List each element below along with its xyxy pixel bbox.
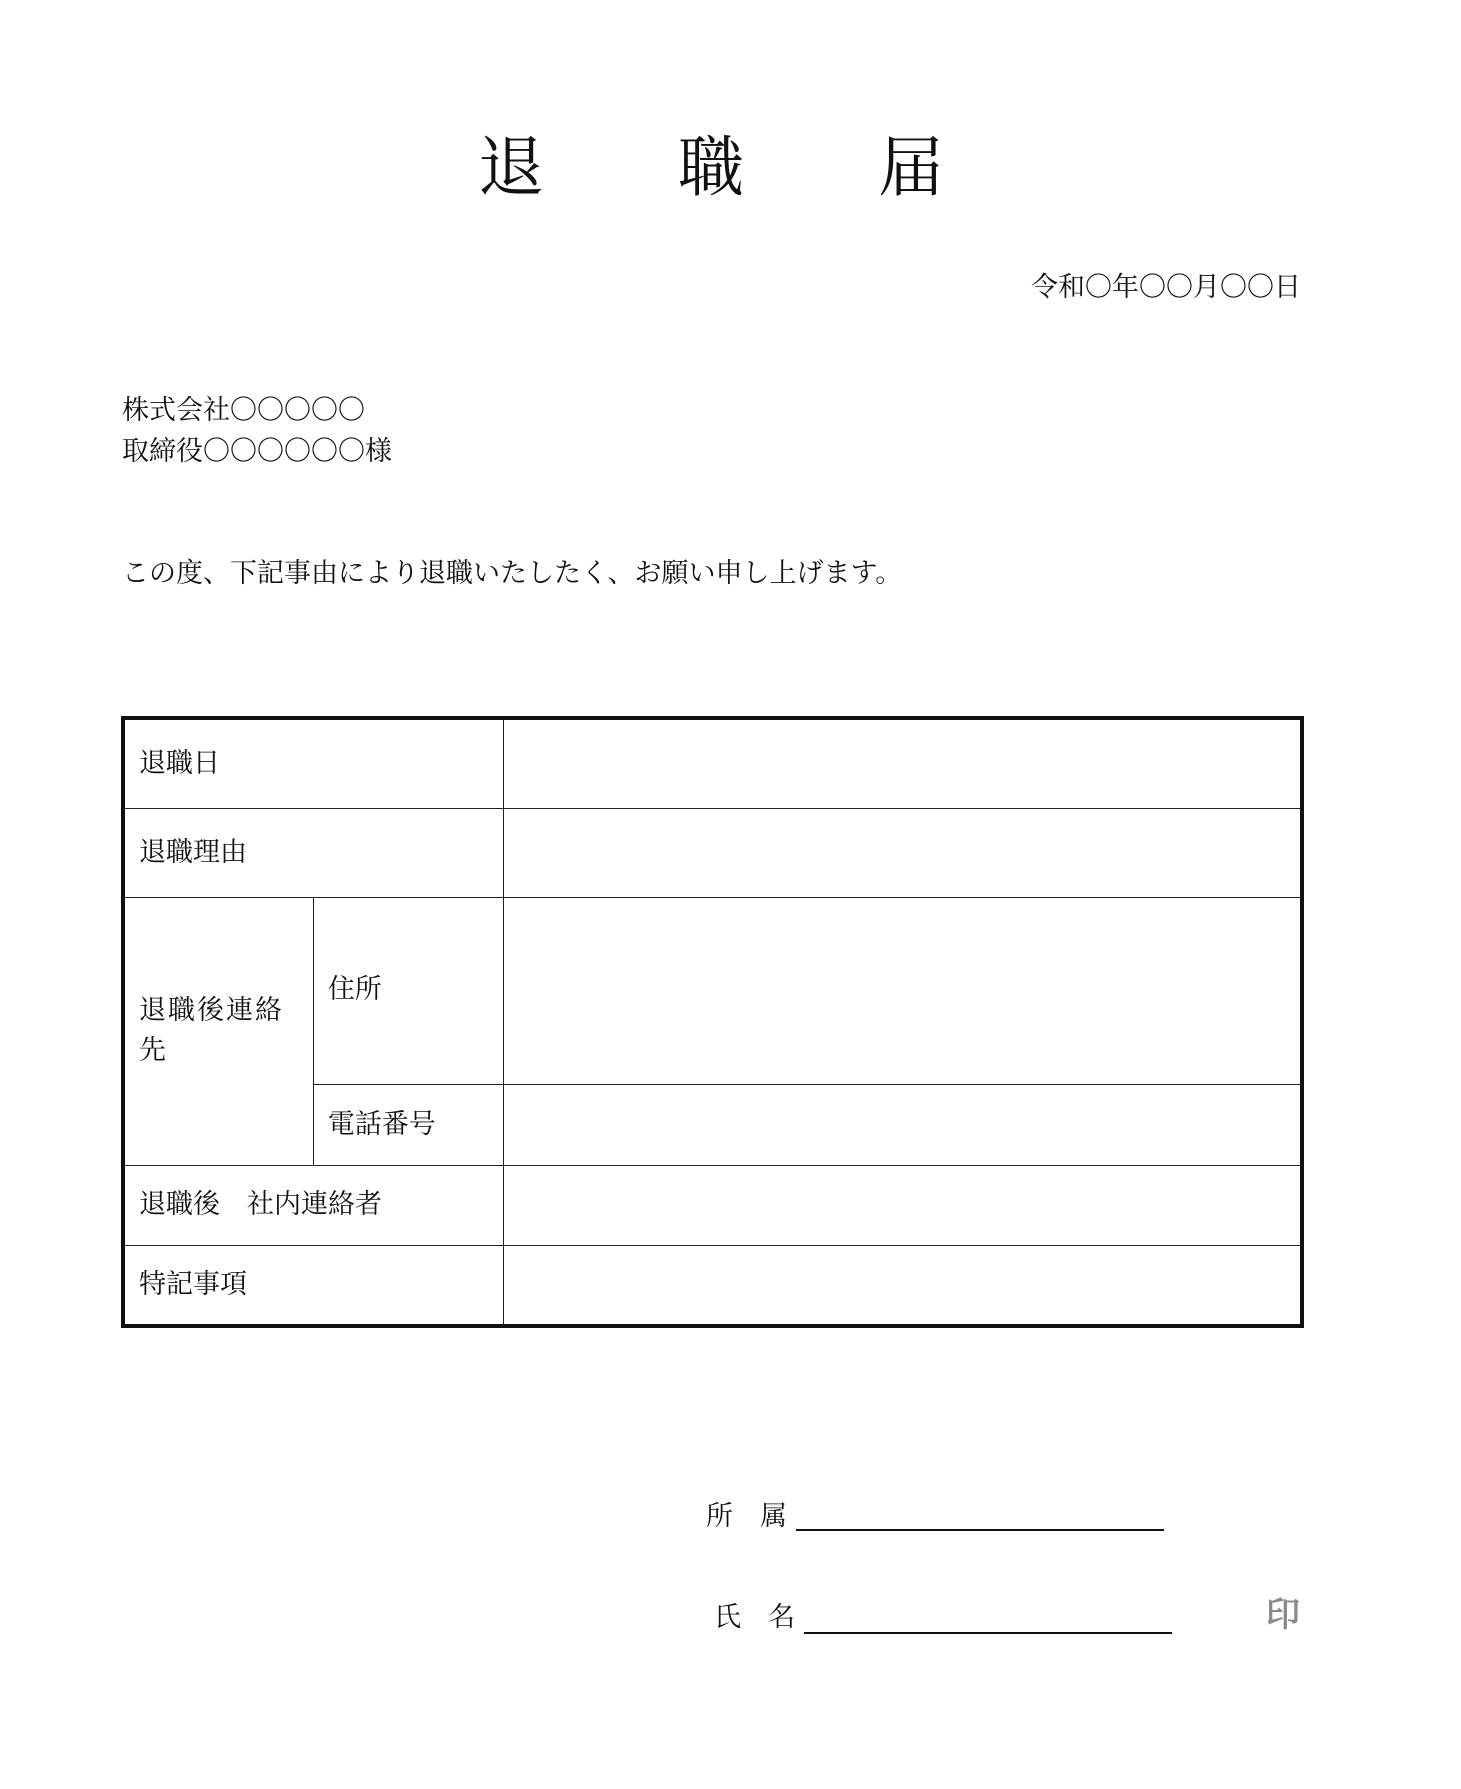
reason-field — [504, 808, 1302, 897]
resignation-info-table — [121, 716, 1304, 1328]
name-label: 氏 名 — [714, 1602, 795, 1633]
table-row — [123, 1165, 1302, 1245]
body-text: この度、下記事由により退職いたしたく、お願い申し上げます。 — [122, 558, 903, 589]
table-row — [123, 718, 1302, 808]
retirement-date-field — [504, 718, 1302, 808]
contact-after-label — [123, 897, 313, 1165]
title-char-2: 職 — [678, 129, 744, 206]
remarks-field — [504, 1245, 1302, 1326]
phone-label: 電話番号 — [313, 1084, 503, 1165]
title-char-1: 退 — [478, 129, 544, 206]
department-label: 所 属 — [706, 1501, 787, 1532]
contact-after-text: 退職後連絡先 — [139, 995, 284, 1066]
seal-mark: 印 — [1266, 1595, 1300, 1635]
department-line — [796, 1529, 1164, 1531]
retirement-date-label: 退職日 — [123, 718, 504, 808]
addressee-block — [122, 390, 392, 472]
addressee-company: 株式会社〇〇〇〇〇 — [122, 395, 365, 426]
table-row — [123, 897, 1302, 1084]
title-char-3: 届 — [878, 129, 944, 206]
name-line — [804, 1632, 1172, 1634]
internal-contact-field — [504, 1165, 1302, 1245]
document-title — [0, 128, 1461, 208]
address-label: 住所 — [313, 897, 503, 1084]
address-field — [504, 897, 1302, 1084]
submission-date: 令和〇年〇〇月〇〇日 — [1031, 272, 1301, 303]
addressee-person: 取締役〇〇〇〇〇〇様 — [122, 436, 392, 467]
reason-label: 退職理由 — [123, 808, 504, 897]
remarks-label: 特記事項 — [123, 1245, 504, 1326]
table-row — [123, 1245, 1302, 1326]
phone-field — [504, 1084, 1302, 1165]
internal-contact-label: 退職後 社内連絡者 — [123, 1165, 504, 1245]
table-row — [123, 808, 1302, 897]
